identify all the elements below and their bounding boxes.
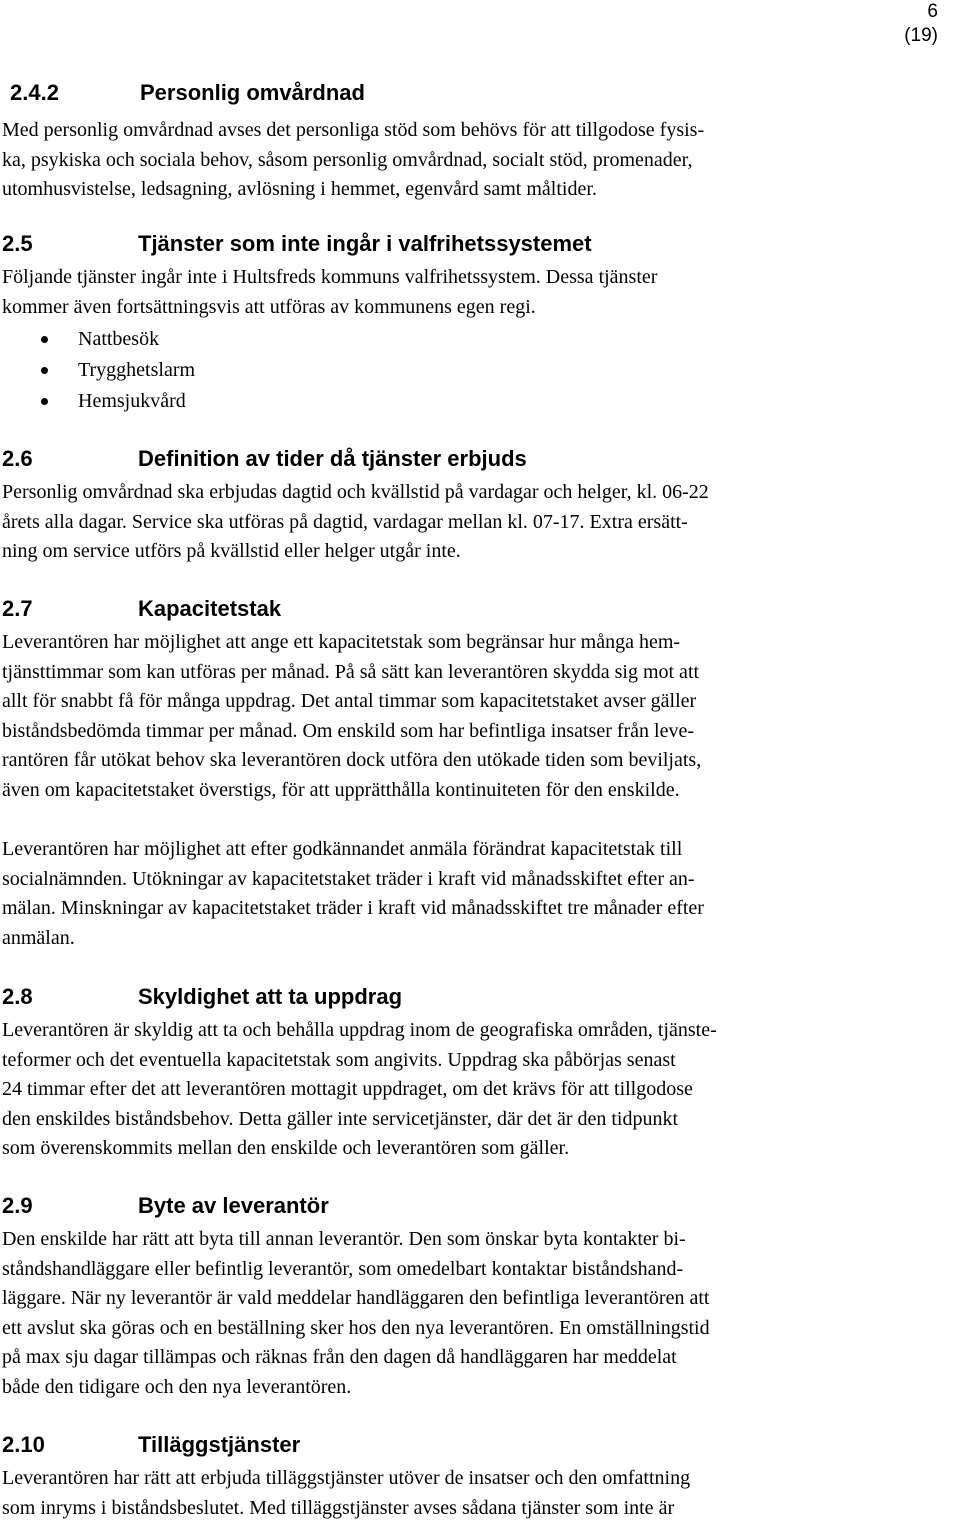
paragraph: Personlig omvårdnad ska erbjudas dagtid och kvällstid på vardagar och helger, kl. 06-22 årets alla dagar. Service ska utföras på dagtid, vardagar mellan kl. 07-17. Extra ersätt- ning om service utförs på kvällstid eller helger utgår inte. bbox=[2, 481, 709, 562]
bullet-list bbox=[2, 324, 942, 417]
section-title: Skyldighet att ta uppdrag bbox=[138, 984, 403, 1009]
bullet-icon bbox=[41, 398, 48, 405]
section-title: Personlig omvårdnad bbox=[140, 80, 365, 105]
section-number: 2.8 bbox=[2, 984, 33, 1009]
paragraph: Leverantören är skyldig att ta och behålla uppdrag inom de geografiska områden, tjänste- teformer och det eventuella kapacitetstak som angivits. Uppdrag ska påbörjas senast 24 timmar efter det att leverantören mottagit uppdraget, om det krävs för att tillgodose den enskildes biståndsbehov. Detta gäller inte servicetjänster, där det är den tidpunkt som överenskommits mellan den enskilde och leverantören som gäller. bbox=[2, 1019, 717, 1159]
section-number: 2.10 bbox=[2, 1432, 45, 1457]
list-item: Nattbesök bbox=[2, 324, 942, 355]
section-title: Definition av tider då tjänster erbjuds bbox=[138, 446, 527, 471]
section-heading bbox=[2, 446, 942, 472]
paragraph: Leverantören har möjlighet att efter godkännandet anmäla förändrat kapacitetstak till socialnämnden. Utökningar av kapacitetstaket träder i kraft vid månadsskiftet efter an- mälan. Minskningar av kapacitetstaket träder i kraft vid månadsskiftet tre månader efter anmälan. bbox=[2, 838, 704, 949]
section-number: 2.5 bbox=[2, 231, 33, 256]
section-heading bbox=[2, 984, 942, 1010]
paragraph: Leverantören har rätt att erbjuda tilläggstjänster utöver de insatser och den omfattning som inryms i biståndsbeslutet. Med tilläggstjänster avses sådana tjänster som inte är bbox=[2, 1467, 691, 1519]
section-title: Tjänster som inte ingår i valfrihetssystemet bbox=[138, 231, 592, 256]
section-title: Byte av leverantör bbox=[138, 1193, 329, 1218]
section-number: 2.6 bbox=[2, 446, 33, 471]
page-number: 6 bbox=[927, 1, 938, 22]
page-total: (19) bbox=[904, 25, 938, 46]
section-heading bbox=[2, 1432, 942, 1458]
section-2-6 bbox=[2, 446, 942, 567]
section-number: 2.9 bbox=[2, 1193, 33, 1218]
section-heading bbox=[10, 80, 950, 106]
bullet-icon bbox=[41, 336, 48, 343]
section-heading bbox=[2, 596, 942, 622]
paragraph: Med personlig omvårdnad avses det personliga stöd som behövs för att tillgodose fysis- ka, psykiska och sociala behov, såsom personlig omvårdnad, socialt stöd, promenader, utomhusvistelse, ledsagning, avlösning i hemmet, egenvård samt måltider. bbox=[2, 119, 705, 200]
section-2-9 bbox=[2, 1193, 942, 1402]
section-number: 2.4.2 bbox=[10, 80, 59, 105]
section-heading bbox=[2, 231, 942, 257]
paragraph: Följande tjänster ingår inte i Hultsfreds kommuns valfrihetssystem. Dessa tjänster kommer även fortsättningsvis att utföras av kommunens egen regi. bbox=[2, 266, 658, 318]
paragraph: Leverantören har möjlighet att ange ett kapacitetstak som begränsar hur många hem- tjänsttimmar som kan utföras per månad. På så sätt kan leverantören skydda sig mot att allt för snabbt få för många uppdrag. Det antal timmar som kapacitetstaket avser gäller biståndsbedömda timmar per månad. Om enskild som har befintliga insatser från leve- rantören får utökat behov ska leverantören dock utföra den utökade tiden som beviljats, även om kapacitetstaket överstigs, för att upprätthålla kontinuiteten för den enskilde. bbox=[2, 631, 702, 801]
section-title: Kapacitetstak bbox=[138, 596, 282, 621]
section-2-7 bbox=[2, 596, 942, 953]
section-2-4-2 bbox=[10, 80, 950, 112]
list-item: Trygghetslarm bbox=[2, 355, 942, 386]
section-2-4-2-body bbox=[2, 116, 942, 205]
page-number-block bbox=[904, 0, 938, 48]
section-2-5 bbox=[2, 231, 942, 417]
section-2-8 bbox=[2, 984, 942, 1164]
section-heading bbox=[2, 1193, 942, 1219]
list-item: Hemsjukvård bbox=[2, 386, 942, 417]
bullet-icon bbox=[41, 367, 48, 374]
section-number: 2.7 bbox=[2, 596, 33, 621]
section-2-10 bbox=[2, 1432, 942, 1523]
section-title: Tilläggstjänster bbox=[138, 1432, 301, 1457]
paragraph: Den enskilde har rätt att byta till annan leverantör. Den som önskar byta kontakter bi- ståndshandläggare eller befintlig leverantör, som omedelbart kontaktar biståndshand- läggare. När ny leverantör är vald meddelar handläggaren den befintliga leverantören att ett avslut ska göras och en beställning sker hos den nya leverantören. En omställningstid på max sju dagar tillämpas och räknas från den dagen då handläggaren har meddelat både den tidigare och den nya leverantören. bbox=[2, 1228, 710, 1398]
